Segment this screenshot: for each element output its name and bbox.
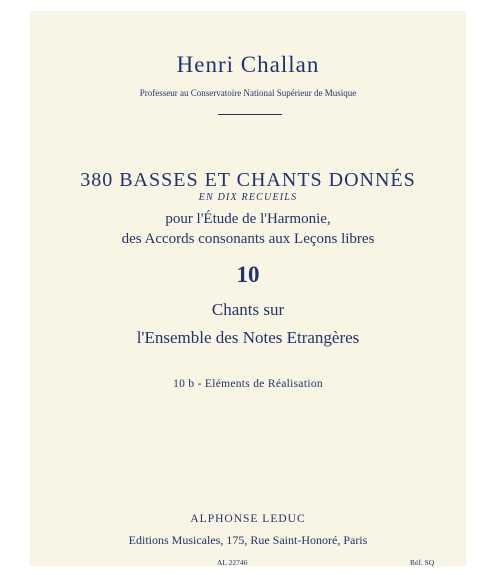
purpose-line-1: pour l'Étude de l'Harmonie,: [165, 211, 331, 227]
reference-code: Réf. SQ: [410, 558, 435, 567]
score-cover: [30, 11, 466, 566]
author-affiliation: Professeur au Conservatoire National Supérieur de Musique: [139, 88, 357, 98]
author-name: Henri Challan: [176, 52, 320, 77]
collection-subtitle: EN DIX RECUEILS: [198, 192, 298, 203]
publisher-address: Editions Musicales, 175, Rue Saint-Honoré, Paris: [128, 533, 368, 547]
purpose-line-2: des Accords consonants aux Leçons libres: [121, 231, 375, 247]
title-divider: [218, 114, 282, 115]
collection-title: 380 BASSES ET CHANTS DONNÉS: [80, 169, 416, 191]
catalog-number: AL 22746: [217, 558, 248, 567]
part-title: 10 b - Eléments de Réalisation: [173, 378, 323, 390]
publisher-name: ALPHONSE LEDUC: [190, 513, 306, 525]
volume-title-line-1: Chants sur: [211, 300, 285, 319]
volume-title-line-2: l'Ensemble des Notes Etrangères: [136, 328, 360, 347]
volume-number: 10: [236, 262, 260, 287]
